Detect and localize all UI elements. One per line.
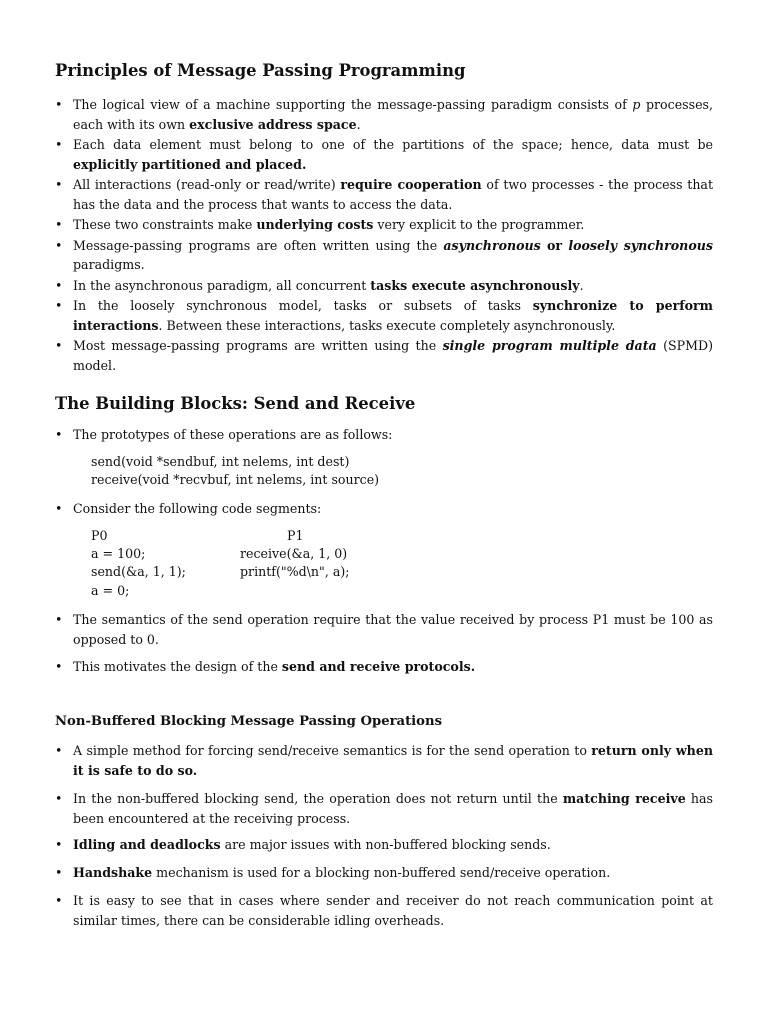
list-item: • In the asynchronous paradigm, all concurrent tasks execute asynchronously. xyxy=(55,277,584,293)
list-item: • These two constraints make underlying costs very explicit to the programmer. xyxy=(55,217,585,232)
list-item: • Handshake mechanism is used for a blocking non-buffered send/receive operation. xyxy=(55,865,611,880)
non-buffered-bullet-1 xyxy=(55,741,713,780)
non-buffered-bullet-4 xyxy=(55,863,713,883)
list-item: • It is easy to see that in cases where sender and receiver do not reach communication point at similar times, there can be considerable idling overheads. xyxy=(55,893,713,928)
code-line: send(void *sendbuf, int nelems, int dest) xyxy=(91,454,350,469)
list-item: • The logical view of a machine supporting the message-passing paradigm consists of p processes, each with its own exclusive address space. xyxy=(55,97,713,132)
code-row: send(&a, 1, 1); printf("%d\n", a); xyxy=(91,564,350,580)
code-row: a = 100; receive(&a, 1, 0) xyxy=(91,546,348,562)
list-item: • In the non-buffered blocking send, the operation does not return until the matching receive has been encountered at the receiving process. xyxy=(55,791,714,826)
principles-list xyxy=(55,95,713,376)
building-blocks-bullet-4 xyxy=(55,657,713,677)
list-item: • The prototypes of these operations are as follows: xyxy=(55,427,393,442)
list-item: • This motivates the design of the send and receive protocols. xyxy=(55,659,476,674)
non-buffered-bullet-5 xyxy=(55,891,713,930)
list-item: • A simple method for forcing send/receive semantics is for the send operation to return only when it is safe to do so. xyxy=(55,743,713,778)
building-blocks-bullet-1 xyxy=(55,425,713,445)
code-header-row xyxy=(91,527,491,545)
section-title-principles: Principles of Message Passing Programming xyxy=(55,61,466,80)
non-buffered-bullet-3 xyxy=(55,835,713,855)
code-header-p0: P0 xyxy=(91,528,108,543)
code-segments xyxy=(91,527,491,600)
prototype-code xyxy=(91,453,691,489)
non-buffered-bullet-2 xyxy=(55,789,713,828)
list-item: • Each data element must belong to one of the partitions of the space; hence, data must be explicitly partitioned and placed. xyxy=(55,137,713,172)
code-header-p1: P1 xyxy=(287,528,304,543)
list-item: • Consider the following code segments: xyxy=(55,501,322,516)
list-item: • Message-passing programs are often written using the asynchronous or loosely synchronous paradigms. xyxy=(55,237,713,272)
list-item: • All interactions (read-only or read/write) require cooperation of two processes - the process that has the data and the process that wants to access the data. xyxy=(55,177,713,212)
section-title-building-blocks: The Building Blocks: Send and Receive xyxy=(55,394,416,413)
list-item: • In the loosely synchronous model, tasks or subsets of tasks synchronize to perform interactions. Between these interactions, tasks execute completely asynchronously. xyxy=(55,298,713,333)
code-row: a = 0; xyxy=(91,582,130,598)
code-line: receive(void *recvbuf, int nelems, int source) xyxy=(91,472,380,488)
section-title-non-buffered: Non-Buffered Blocking Message Passing Operations xyxy=(55,714,442,729)
building-blocks-bullet-3 xyxy=(55,610,713,649)
list-item: • Most message-passing programs are written using the single program multiple data (SPMD) model. xyxy=(55,338,713,373)
list-item: • Idling and deadlocks are major issues with non-buffered blocking sends. xyxy=(55,837,551,852)
building-blocks-bullet-2 xyxy=(55,499,713,519)
list-item: • The semantics of the send operation require that the value received by process P1 must be 100 as opposed to 0. xyxy=(55,612,713,647)
